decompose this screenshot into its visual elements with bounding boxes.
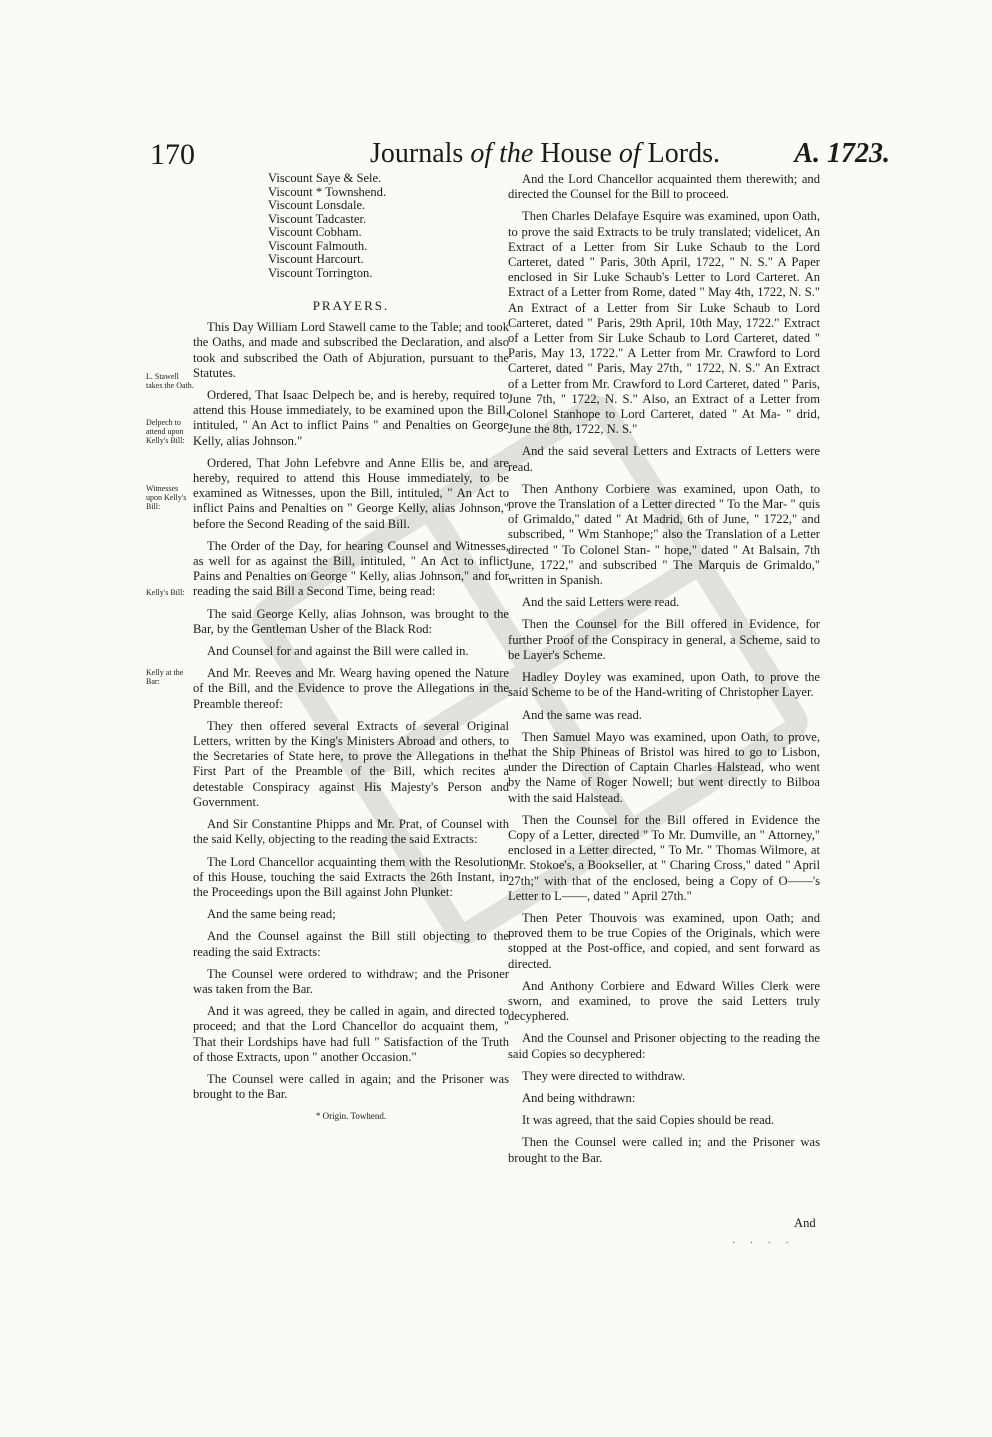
paragraph: Then the Counsel for the Bill offered in Evidence the Copy of a Letter, directed " To Mr. Dumville, an " Attorney," enclosed in a Letter directed, " To Mr. " Thomas Wilmore, at Mr. Stokoe's, a Bookseller, at " Charing Cross," dated " April 27th;" with that of the enclosed, being a Copy of O——'s Letter to L——, dated " April 27th." (508, 812, 820, 903)
year: A. 1723. (794, 138, 890, 169)
paragraph: And being withdrawn: (522, 1090, 636, 1105)
decorative-dots: · · · · (732, 1238, 795, 1249)
right-column (508, 172, 820, 1173)
title-of-the: of the (470, 138, 534, 169)
list-item: Viscount Harcourt. (268, 252, 364, 266)
paragraph: And the said Letters were read. (522, 595, 680, 610)
paragraph: They were directed to withdraw. (522, 1068, 686, 1083)
margin-note: Delpech to attend upon Kelly's Bill: (146, 418, 185, 445)
paragraph: And the Lord Chancellor acquainted them therewith; and directed the Counsel for the Bill to proceed. (508, 172, 820, 202)
paragraph: Then Samuel Mayo was examined, upon Oath, to prove, that the Ship Phineas of Bristol was hired to go to Lisbon, under the Direction of Captain Charles Halstead, who went by the Name of Roger Nowell; but went directly to Bilboa with the said Halstead. (508, 729, 820, 805)
paragraph: And the same was read. (522, 707, 642, 722)
paragraph: And Counsel for and against the Bill were called in. (207, 644, 469, 659)
paragraph: This Day William Lord Stawell came to the Table; and took the Oaths, and made and subscribed the Declaration, and also took and subscribed the Oath of Abjuration, pursuant to the Statutes. (193, 320, 509, 380)
paragraph: And Mr. Reeves and Mr. Wearg having opened the Nature of the Bill, and the Evidence to prove the Allegations in the Preamble thereof: (193, 666, 509, 711)
title-of: of (618, 138, 641, 169)
journal-title (370, 138, 720, 170)
paragraph: Then Peter Thouvois was examined, upon Oath; and proved them to be true Copies of the Originals, which were stopped at the Post-office, and copied, and sent forward as directed. (508, 910, 820, 971)
paragraph: The Counsel were called in again; and the Prisoner was brought to the Bar. (193, 1071, 509, 1102)
margin-note: Kelly at the Bar: (146, 668, 184, 686)
list-item: Viscount Lonsdale. (268, 198, 366, 212)
paragraph: And the said several Letters and Extracts of Letters were read. (508, 444, 820, 474)
paragraph: Then Charles Delafaye Esquire was examined, upon Oath, to prove the said Extracts to be truly translated; videlicet, An Extract of a Letter from Sir Luke Schaub to the Lord Carteret, dated " Paris, 30th April, 1722, " N. S." A Paper enclosed in Sir Luke Schaub's Letter to Lord Carteret. An Extract of a Letter from Rome, dated " May 4th, 1722, N. S." An Extract of a Letter from Sir Luke Schaub to Lord Carteret, dated " Paris, 29th April, 10th May, 1722." Extract of a Letter from Sir Luke Schaub to Lord Carteret, dated " Paris, May 13, 1722." A Letter from Mr. Crawford to Lord Carteret, dated " Paris, May 27th, " 1722, N. S." An Extract of a Letter from Mr. Crawford to Lord Carteret, dated " Paris, June 7th, " 1722, N. S." Also, an Extract of a Letter from Colonel Stanhope to Lord Carteret, dated " At Ma- " drid, June the 8th, 1722, N. S." (508, 209, 820, 437)
title-journals: Journals (370, 138, 464, 169)
paragraph: They then offered several Extracts of several Original Letters, written by the King's Ministers Abroad and others, to the Secretaries of State here, to prove the Allegations in the First Part of the Preamble of the Bill, which recites a detestable Conspiracy against His Majesty's Person and Government. (193, 718, 509, 809)
paragraph: Ordered, That Isaac Delpech be, and is hereby, required to attend this House immediately, to be examined upon the Bill, intituled, " An Act to inflict Pains " and Penalties on George Kelly, alias Johnson." (193, 388, 509, 448)
paragraph: Ordered, That John Lefebvre and Anne Ellis be, and are hereby, required to attend this House immediately, to be examined as Witnesses, upon the Bill, intituled, " An Act to inflict Pains and Penalties on " George Kelly, alias Johnson," before the Second Reading of the said Bill. (193, 455, 509, 531)
prayers-heading: PRAYERS. (312, 298, 390, 313)
paragraph: Then the Counsel were called in; and the Prisoner was brought to the Bar. (508, 1135, 820, 1165)
page-header (150, 138, 890, 172)
paragraph: It was agreed, that the said Copies should be read. (522, 1113, 775, 1128)
paragraph: The Counsel were ordered to withdraw; and the Prisoner was taken from the Bar. (193, 966, 509, 996)
paragraph: And Sir Constantine Phipps and Mr. Prat, of Counsel with the said Kelly, objecting to the reading the said Extracts: (193, 817, 509, 847)
paragraph: The said George Kelly, alias Johnson, was brought to the Bar, by the Gentleman Usher of the Black Rod: (193, 606, 509, 636)
list-item: Viscount * Townshend. (268, 184, 387, 199)
paragraph: Hadley Doyley was examined, upon Oath, to prove the said Scheme to be of the Hand-writing of Christopher Layer. (508, 670, 820, 700)
margin-note: L. Stawell takes the Oath. (146, 372, 194, 390)
title-lords: Lords. (647, 138, 720, 169)
list-item: Viscount Tadcaster. (268, 211, 367, 226)
paragraph: And it was agreed, they be called in again, and directed to proceed; and that the Lord Chancellor do acquaint them, " That their Lordships have had full " Satisfaction of the Truth of those Extracts, upon " another Occasion." (193, 1004, 509, 1064)
list-item: Viscount Saye & Sele. (268, 171, 382, 185)
paragraph: And the Counsel against the Bill still objecting to the reading the said Extracts: (193, 929, 509, 959)
paragraph: And the same being read; (207, 907, 336, 922)
paragraph: And the Counsel and Prisoner objecting to the reading the said Copies so decyphered: (508, 1031, 820, 1061)
viscount-list (268, 172, 509, 280)
margin-note: Kelly's Bill: (146, 588, 185, 597)
left-column (193, 172, 509, 1132)
list-item: Viscount Cobham. (268, 225, 362, 239)
paragraph: Then Anthony Corbiere was examined, upon Oath, to prove the Translation of a Letter directed " To the Mar- " quis of Grimaldo," dated " At Madrid, 6th of June, " 1722," and subscribed, " Wm Stanhope;" also the Translation of a Letter directed " To Colonel Stan- " hope," dated " At Balsain, 7th June, 1722," and subscribed " The Marquis de Grimaldo," written in Spanish. (508, 481, 820, 588)
footnote: * Origin. Towhend. (315, 1111, 387, 1122)
catchword: And (794, 1216, 816, 1230)
title-house: House (540, 138, 612, 169)
list-item: Viscount Falmouth. (268, 238, 368, 253)
paragraph: Then the Counsel for the Bill offered in Evidence, for further Proof of the Conspiracy in general, a Scheme, said to be Layer's Scheme. (508, 617, 820, 662)
margin-note: Witnesses upon Kelly's Bill: (146, 484, 187, 511)
list-item: Viscount Torrington. (268, 265, 373, 280)
paragraph: The Order of the Day, for hearing Counsel and Witnesses, as well for as against the Bill, intituled, " An Act to inflict Pains and Penalties on George " Kelly, alias Johnson," and for reading the said Bill a Second Time, being read: (193, 538, 509, 599)
page-number: 170 (150, 138, 195, 171)
paragraph: The Lord Chancellor acquainting them with the Resolution of this House, touching the said Extracts the 26th Instant, in the Proceedings upon the Bill against John Plunket: (193, 854, 509, 899)
paragraph: And Anthony Corbiere and Edward Willes Clerk were sworn, and examined, to prove the said Letters truly decyphered. (508, 978, 820, 1024)
